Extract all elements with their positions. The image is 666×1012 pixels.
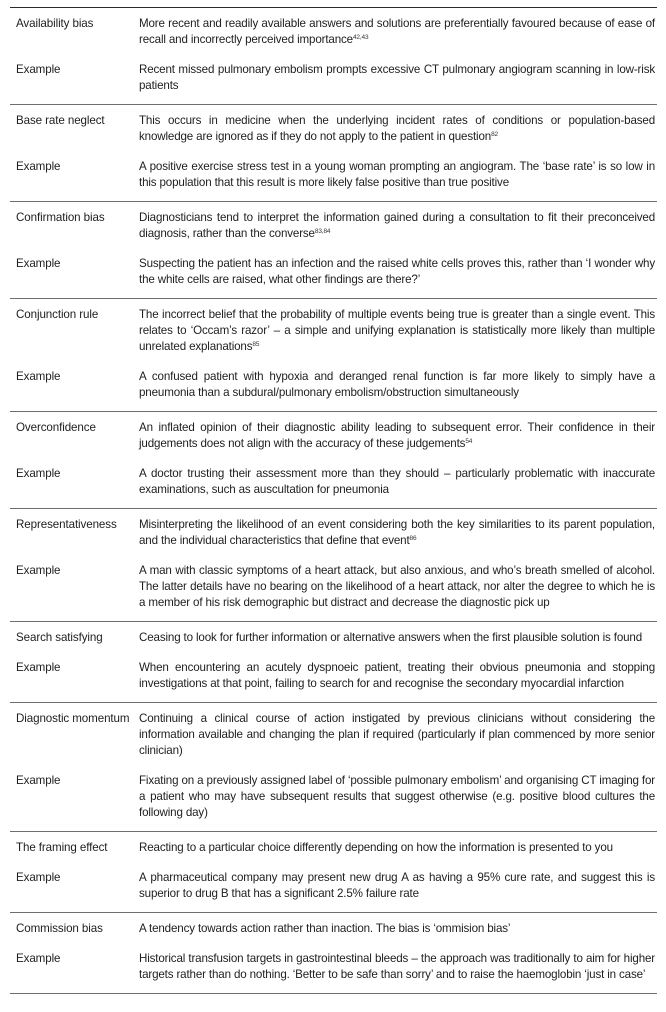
bias-term: Overconfidence — [16, 421, 96, 434]
example-row — [10, 646, 657, 702]
bias-definition: More recent and readily available answers and solutions are preferentially favoured because of ease of recall and incorrectly perceived importance$^{42,43}$ — [139, 17, 655, 46]
bias-example: Historical transfusion targets in gastrointestinal bleeds – the approach was traditionally to aim for higher targets rather than do nothing. ‘Better to be safe than sorry’ and to raise the haemoglobin ‘just in case’ — [139, 952, 655, 981]
bias-definition: This occurs in medicine when the underlying incident rates of conditions or population-based knowledge are ignored as if they do not apply to the patient in question$^{82}$ — [139, 114, 655, 143]
definition-row — [10, 703, 657, 759]
example-label: Example — [16, 774, 61, 787]
bias-example: A confused patient with hypoxia and deranged renal function is far more likely to simply have a pneumonia than a subdural/pulmonary embolism/obstruction simultaneously — [139, 370, 655, 399]
example-label: Example — [16, 160, 61, 173]
bias-example: Recent missed pulmonary embolism prompts excessive CT pulmonary angiogram scanning in low-risk patients — [139, 63, 655, 92]
example-row — [10, 452, 657, 508]
definition-row — [10, 832, 657, 856]
reference-superscript: 54 — [465, 438, 473, 445]
bias-term: Conjunction rule — [16, 308, 99, 321]
bias-definition: An inflated opinion of their diagnostic ability leading to subsequent error. Their confidence in their judgements does not align with the accuracy of these judgements$^{54}$ — [139, 421, 655, 450]
reference-superscript: 85 — [252, 341, 260, 348]
bias-definition: Ceasing to look for further information or alternative answers when the first plausible solution is found — [139, 631, 643, 644]
example-row — [10, 549, 657, 621]
example-label: Example — [16, 467, 61, 480]
example-row — [10, 759, 657, 831]
example-label: Example — [16, 564, 61, 577]
bias-term: Availability bias — [16, 17, 94, 30]
bias-term: The framing effect — [16, 841, 108, 854]
bias-example: Suspecting the patient has an infection and the raised white cells proves this, rather than ‘I wonder why the white cells are raised, what other findings are there?’ — [139, 257, 655, 286]
bias-example: A man with classic symptoms of a heart attack, but also anxious, and who’s breath smelled of alcohol. The latter details have no bearing on the likelihood of a heart attack, nor alter the degree to which he is a member of his risk demographic but distract and decrease the diagnostic pick up — [139, 564, 655, 609]
example-label: Example — [16, 257, 61, 270]
bias-group-commission — [10, 913, 657, 994]
reference-superscript: 42,43 — [352, 34, 369, 41]
bias-example: When encountering an acutely dyspnoeic patient, treating their obvious pneumonia and stopping investigations at that point, failing to search for and recognise the secondary myocardial infarction — [139, 661, 655, 690]
example-label: Example — [16, 871, 61, 884]
bias-group-diagnostic-momentum — [10, 703, 657, 832]
bias-example: Fixating on a previously assigned label of ‘possible pulmonary embolism’ and organising CT imaging for a patient who may have subsequent results that suggest otherwise (e.g. positive blood cultures the following day) — [139, 774, 655, 819]
example-label: Example — [16, 661, 61, 674]
definition-row — [10, 622, 657, 646]
definition-row — [10, 299, 657, 355]
bias-term: Commission bias — [16, 922, 103, 935]
bias-group-representativeness — [10, 509, 657, 622]
bias-term: Diagnostic momentum — [16, 712, 130, 725]
example-label: Example — [16, 63, 61, 76]
bias-definition: The incorrect belief that the probability of multiple events being true is greater than a single event. This relates to ‘Occam’s razor’ – a simple and unifying explanation is statistically more likely than multiple unrelated explanations$^{85}$ — [139, 308, 655, 353]
definition-row — [10, 913, 657, 937]
bias-definition: Continuing a clinical course of action instigated by previous clinicians without considering the information available and changing the plan if required (particularly if plan commenced by more senior clinician) — [139, 712, 655, 757]
bias-group-search-satisfying — [10, 622, 657, 703]
example-row — [10, 937, 657, 993]
reference-superscript: 83,84 — [314, 228, 331, 235]
bias-group-availability — [10, 8, 657, 105]
example-row — [10, 145, 657, 201]
reference-superscript: 82 — [491, 131, 499, 138]
example-row — [10, 856, 657, 912]
definition-row — [10, 202, 657, 242]
bias-group-confirmation — [10, 202, 657, 299]
bias-group-overconfidence — [10, 412, 657, 509]
example-row — [10, 48, 657, 104]
bias-term: Base rate neglect — [16, 114, 105, 127]
bias-term: Representativeness — [16, 518, 117, 531]
bias-example: A pharmaceutical company may present new drug A as having a 95% cure rate, and suggest this is superior to drug B that has a significant 2.5% failure rate — [139, 871, 655, 900]
bias-group-conjunction — [10, 299, 657, 412]
bias-definition: Misinterpreting the likelihood of an event considering both the key similarities to its parent population, and the individual characteristics that define that event$^{86}$ — [139, 518, 655, 547]
bias-group-base-rate — [10, 105, 657, 202]
bias-term: Search satisfying — [16, 631, 103, 644]
definition-row — [10, 412, 657, 452]
example-label: Example — [16, 952, 61, 965]
definition-row — [10, 509, 657, 549]
bias-definition: A tendency towards action rather than inaction. The bias is ‘ommision bias’ — [139, 922, 511, 935]
bias-term: Confirmation bias — [16, 211, 105, 224]
bias-example: A positive exercise stress test in a young woman prompting an angiogram. The ‘base rate’ is so low in this population that this result is more likely false positive than true positive — [139, 160, 655, 189]
bias-definition: Diagnosticians tend to interpret the information gained during a consultation to fit their preconceived diagnosis, rather than the converse$^{83,84}$ — [139, 211, 655, 240]
definition-row — [10, 8, 657, 48]
example-row — [10, 355, 657, 411]
example-label: Example — [16, 370, 61, 383]
cognitive-bias-table — [10, 7, 657, 994]
reference-superscript: 86 — [409, 535, 417, 542]
bias-definition: Reacting to a particular choice differently depending on how the information is presented to you — [139, 841, 613, 854]
example-row — [10, 242, 657, 298]
definition-row — [10, 105, 657, 145]
bias-example: A doctor trusting their assessment more than they should – particularly problematic with inaccurate examinations, such as auscultation for pneumonia — [139, 467, 655, 496]
bias-group-framing-effect — [10, 832, 657, 913]
